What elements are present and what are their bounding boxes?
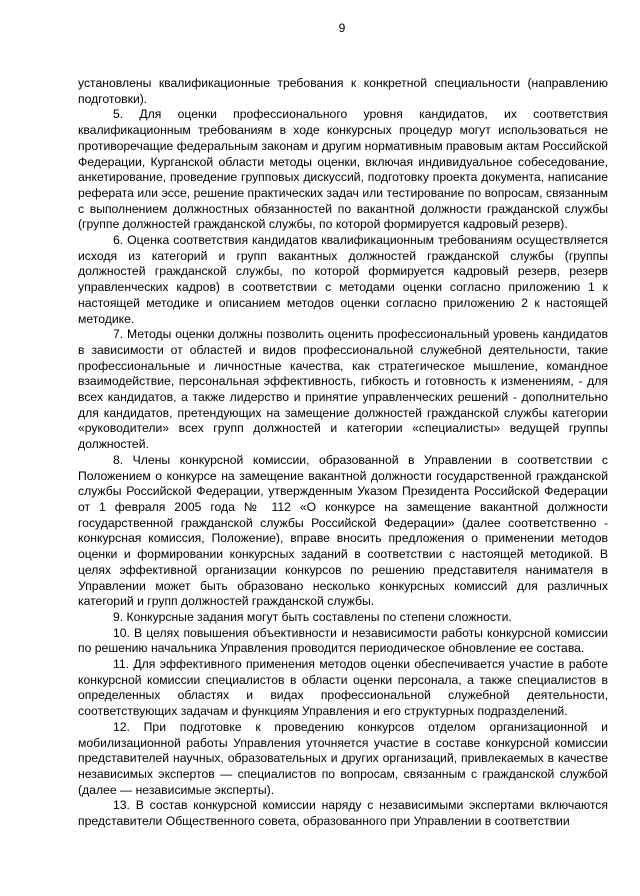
document-body (78, 76, 608, 830)
paragraph-5: 5. Для оценки профессионального уровня кандидатов, их соответствия квалификационным требованиям в ходе конкурсных процедур могут использоваться не противоречащие федеральным законам и другим нормативным правовым актам Российской Федерации, Курганской области методы оценки, включая индивидуальное собеседование, анкетирование, проведение групповых дискуссий, подготовку проекта документа, написание реферата или эссе, решение практических задач или тестирование по вопросам, связанным с выполнением должностных обязанностей по вакантной должности гражданской службы (группе должностей гражданской службы, по которой формируется кадровый резерв). (78, 107, 608, 232)
paragraph-10: 10. В целях повышения объективности и независимости работы конкурсной комиссии по решению начальника Управления проводится периодическое обновление ее состава. (78, 625, 608, 656)
paragraph-8: 8. Члены конкурсной комиссии, образованной в Управлении в соответствии с Положением о конкурсе на замещение вакантной должности государственной гражданской службы Российской Федерации, утвержденным Указом Президента Российской Федерации от 1 февраля 2005 года № 112 «О конкурсе на замещение вакантной должности государственной гражданской службы Российской Федерации» (далее соответственно - конкурсная комиссия, Положение), вправе вносить предложения о применении методов оценки и формировании конкурсных заданий в соответствии с настоящей методикой. В целях эффективной организации конкурсов по решению представителя нанимателя в Управлении может быть образовано несколько конкурсных комиссий для различных категорий и групп должностей гражданской службы. (78, 452, 608, 609)
paragraph-continuation: установлены квалификационные требования к конкретной специальности (направлению подготовки). (78, 76, 608, 106)
page-number: 9 (338, 21, 346, 35)
paragraph-11: 11. Для эффективного применения методов оценки обеспечивается участие в работе конкурсной комиссии специалистов в области оценки персонала, а также специалистов в определенных областях и видах профессиональной служебной деятельности, соответствующих задачам и функциям Управления и его структурных подразделений. (78, 657, 608, 719)
paragraph-12: 12. При подготовке к проведению конкурсов отделом организационной и мобилизационной работы Управления уточняется участие в составе конкурсной комиссии представителей научных, образовательных и других организаций, привлекаемых в качестве независимых экспертов — специалистов по вопросам, связанным с гражданской службой (далее — независимые эксперты). (78, 719, 608, 797)
paragraph-13: 13. В состав конкурсной комиссии наряду с независимыми экспертами включаются представители Общественного совета, образованного при Управлении в соответствии (78, 798, 608, 829)
paragraph-9: 9. Конкурсные задания могут быть составлены по степени сложности. (113, 609, 512, 624)
paragraph-6: 6. Оценка соответствия кандидатов квалификационным требованиям осуществляется исходя из категорий и групп вакантных должностей гражданской службы (группы должностей гражданской службы, по которой формируется кадровый резерв, резерв управленческих кадров) в соответствии с методами оценки согласно приложению 1 к настоящей методике и описанием методов оценки согласно приложению 2 к настоящей методике. (78, 233, 608, 326)
paragraph-7: 7. Методы оценки должны позволить оценить профессиональный уровень кандидатов в зависимости от областей и видов профессиональной служебной деятельности, такие профессиональные и личностные качества, как стратегическое мышление, командное взаимодействие, персональная эффективность, гибкость и готовность к изменениям, - для всех кандидатов, а также лидерство и принятие управленческих решений - дополнительно для кандидатов, претендующих на замещение должностей гражданской службы категории «руководители» всех групп должностей и категории «специалисты» ведущей группы должностей. (78, 327, 608, 452)
